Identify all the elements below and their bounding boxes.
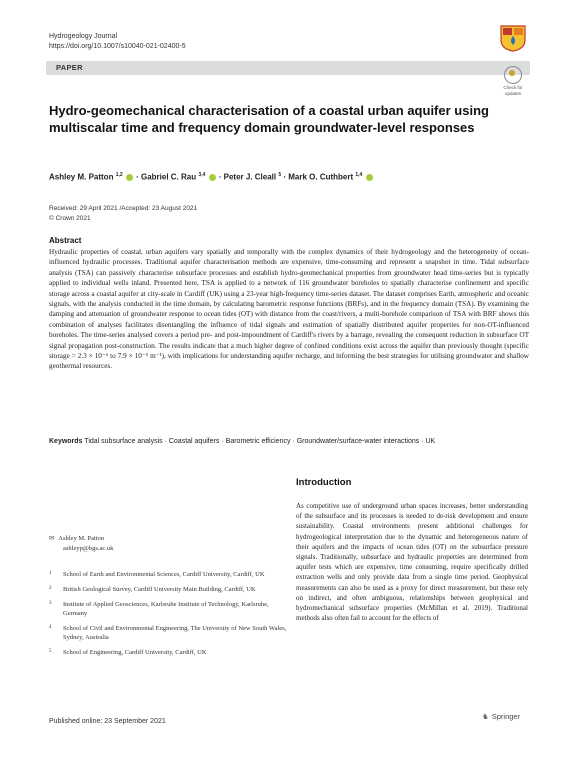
keywords: [49, 438, 529, 445]
orcid-icon[interactable]: [366, 174, 373, 181]
envelope-icon: ✉: [49, 535, 55, 542]
check-updates-line1: Check for: [503, 85, 523, 90]
received-accepted: Received: 29 April 2021 /Accepted: 23 August 2021: [49, 205, 198, 212]
keywords-text: Tidal subsurface analysis · Coastal aquifers · Barometric efficiency · Groundwater/surface-water interactions · UK: [84, 438, 436, 445]
journal-doi[interactable]: https://doi.org/10.1007/s10040-021-02400-5: [49, 43, 186, 50]
author-affiliation: 1,4: [355, 172, 363, 178]
affiliation-item: [49, 624, 289, 642]
article-dates: [49, 204, 197, 223]
affiliations: [49, 570, 289, 663]
springer-horse-icon: ♞: [482, 712, 489, 721]
keywords-label: Keywords: [49, 438, 83, 445]
check-updates-line2: updates: [504, 91, 521, 96]
author-affiliation: 1,2: [115, 172, 123, 178]
orcid-icon[interactable]: [126, 174, 133, 181]
affiliation-item: [49, 585, 289, 594]
affiliation-number: 4: [49, 625, 52, 630]
abstract-heading: Abstract: [49, 236, 82, 245]
publisher-name: Springer: [491, 712, 521, 721]
author-affiliation: 3,4: [198, 172, 206, 178]
iah-logo-icon: [498, 24, 528, 52]
copyright: © Crown 2021: [49, 214, 91, 222]
section-label: PAPER: [56, 63, 83, 72]
affiliation-text: School of Earth and Environmental Sciences, Cardiff University, Cardiff, UK: [63, 571, 265, 578]
author-name[interactable]: Gabriel C. Rau: [140, 172, 197, 182]
affiliation-number: 3: [49, 601, 52, 606]
affiliation-number: 5: [49, 649, 52, 654]
affiliation-text: School of Civil and Environmental Engineering, The University of New South Wales, Sydney, Australia: [63, 625, 287, 641]
correspondence: [49, 534, 113, 553]
introduction-heading: Introduction: [296, 477, 352, 488]
orcid-icon[interactable]: [209, 174, 216, 181]
introduction-text: As competitive use of underground urban spaces increases, better understanding of the subsurface and its processes is needed to de-risk development and ensure sustainability. Coastal environments present additional challenges for hydrogeological interpretation due to the dynamic and heterogeneous nature of their aquifers and the impacts of ocean tides (OT) on the subsurface pressure signals. Traditionally, subsurface and hydraulic properties are determined from aquifer tests which are expensive, time consuming, require specifically drilled extraction wells and only provide data from a single time period. Geophysical measurements can also be used as a proxy for direct measurement, but these rely on indirect, and often ambiguous, relationships between geophysical and hydromechanical subsurface properties (McMillan et al. 2019). Traditional methods also often fail to account for the effects of: [296, 502, 528, 623]
author-list: Ashley M. Patton $^{1,2}$ · Gabriel C. Rau $^{3,4}$ · Peter J. Cleall $^5$ · Mark O. Cuthbert $^{1,4}$: [49, 172, 374, 182]
article-title: Hydro-geomechanical characterisation of a coastal urban aquifer using multiscalar time and frequency domain groundwater-level responses: [49, 103, 489, 135]
author-name[interactable]: Peter J. Cleall: [223, 172, 277, 182]
author-name[interactable]: Mark O. Cuthbert: [288, 172, 354, 182]
correspondence-name: Ashley M. Patton: [58, 535, 104, 542]
affiliation-text: British Geological Survey, Cardiff University Main Building, Cardiff, UK: [63, 586, 256, 593]
check-for-updates-button[interactable]: [500, 66, 526, 96]
author-name[interactable]: Ashley M. Patton: [49, 172, 114, 182]
journal-name: Hydrogeology Journal: [49, 33, 118, 40]
affiliation-item: [49, 570, 289, 579]
publisher-logo: [482, 712, 520, 721]
journal-header: [49, 32, 186, 52]
affiliation-number: 1: [49, 571, 52, 576]
published-date: Published online: 23 September 2021: [49, 718, 166, 725]
author-affiliation: 5: [278, 172, 282, 178]
affiliation-text: School of Engineering, Cardiff University, Cardiff, UK: [63, 649, 207, 656]
affiliation-item: [49, 648, 289, 657]
affiliation-text: Institute of Applied Geosciences, Karlsruhe Institute of Technology, Karlsruhe, Germany: [63, 601, 269, 617]
affiliation-number: 2: [49, 586, 52, 591]
abstract-text: Hydraulic properties of coastal, urban aquifers vary spatially and temporally with the complex dynamics of their hydrogeology and the heterogeneity of ocean-influenced hydraulic processes. Traditional aquifer characterisation methods are expensive, time-consuming and represent a snapshot in time. Tidal subsurface analysis (TSA) can passively characterise subsurface processes and establish hydro-geomechanical properties from groundwater head time-series but is typically applied to individual wells inland. Presented here, TSA is applied to a network of 116 groundwater boreholes to spatially characterise confinement and specific storage across a coastal aquifer at city-scale in Cardiff (UK) using a 23-year high-frequency time-series dataset. The dataset comprises Earth, atmospheric and oceanic signals, with the analysis conducted in the time domain, by calculating barometric response functions (BRFs), and in the frequency domain (TSA). By examining the damping and attenuation of groundwater response to ocean tides (OT) with distance from the coast/rivers, a multi-borehole comparison of TSA with BRF shows this combination of analyses facilitates disentangling the influence of tidal signals and estimation of spatially distributed aquifer properties for non-OT-influenced boreholes. The time-series analysed covers a period pre- and post-impoundment of Cardiff's rivers by a barrage, revealing the consequent reduction in subsurface OT signal propagation post-construction. The results indicate that a much higher degree of confined conditions exist across the aquifer than previously thought (specific storage = 2.3 × 10⁻⁶ to 7.9 × 10⁻⁵ m⁻¹), with implications for understanding aquifer recharge, and informing the best strategies for utilising groundwater and shallow geothermal resources.: [49, 248, 529, 371]
affiliation-item: [49, 600, 289, 618]
check-updates-icon: [504, 66, 522, 84]
correspondence-email[interactable]: ashleyp@bgs.ac.uk: [63, 544, 114, 552]
section-bar: [46, 61, 530, 75]
